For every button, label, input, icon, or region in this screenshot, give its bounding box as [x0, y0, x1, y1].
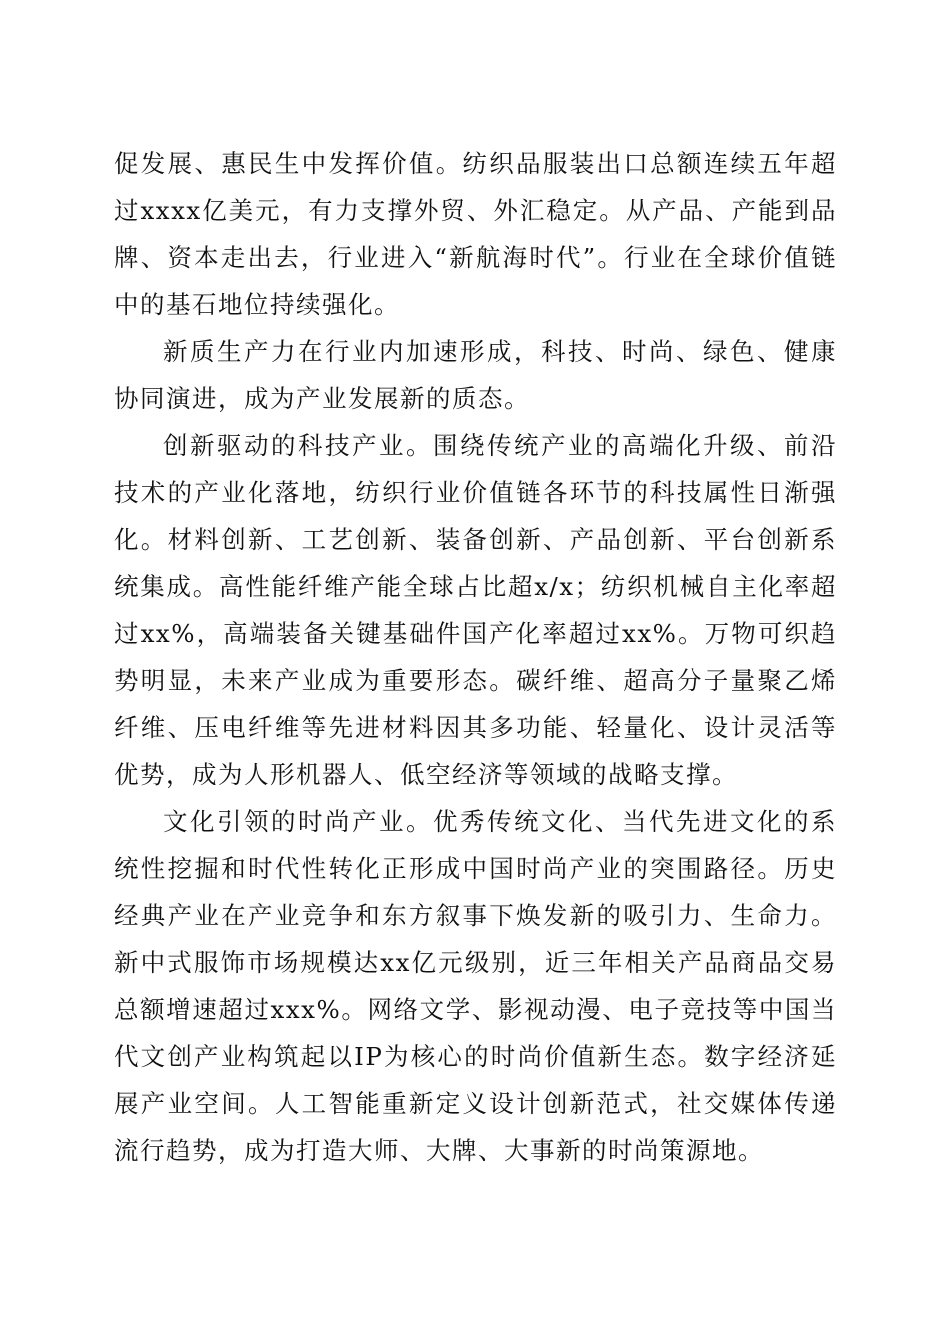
- paragraph-continuation: 促发展、惠民生中发挥价值。纺织品服装出口总额连续五年超过xxxx亿美元，有力支撑外贸、外汇稳定。从产品、产能到品牌、资本走出去，行业进入“新航海时代”。行业在全球价值链中的基石地位持续强化。: [114, 149, 837, 319]
- paragraph-tech-industry: 创新驱动的科技产业。围绕传统产业的高端化升级、前沿技术的产业化落地，纺织行业价值链各环节的科技属性日渐强化。材料创新、工艺创新、装备创新、产品创新、平台创新系统集成。高性能纤维产能全球占比超x/x；纺织机械自主化率超过xx%，高端装备关键基础件国产化率超过xx%。万物可织趋势明显，未来产业成为重要形态。碳纤维、超高分子量聚乙烯纤维、压电纤维等先进材料因其多功能、轻量化、设计灵活等优势，成为人形机器人、低空经济等领域的战略支撑。: [114, 431, 837, 789]
- document-body: [114, 140, 837, 1174]
- paragraph-new-productivity: 新质生产力在行业内加速形成，科技、时尚、绿色、健康协同演进，成为产业发展新的质态。: [114, 337, 837, 413]
- paragraph-fashion-industry: 文化引领的时尚产业。优秀传统文化、当代先进文化的系统性挖掘和时代性转化正形成中国时尚产业的突围路径。历史经典产业在产业竞争和东方叙事下焕发新的吸引力、生命力。新中式服饰市场规模达xx亿元级别，近三年相关产品商品交易总额增速超过xxx%。网络文学、影视动漫、电子竞技等中国当代文创产业构筑起以IP为核心的时尚价值新生态。数字经济延展产业空间。人工智能重新定义设计创新范式，社交媒体传递流行趋势，成为打造大师、大牌、大事新的时尚策源地。: [114, 807, 837, 1165]
